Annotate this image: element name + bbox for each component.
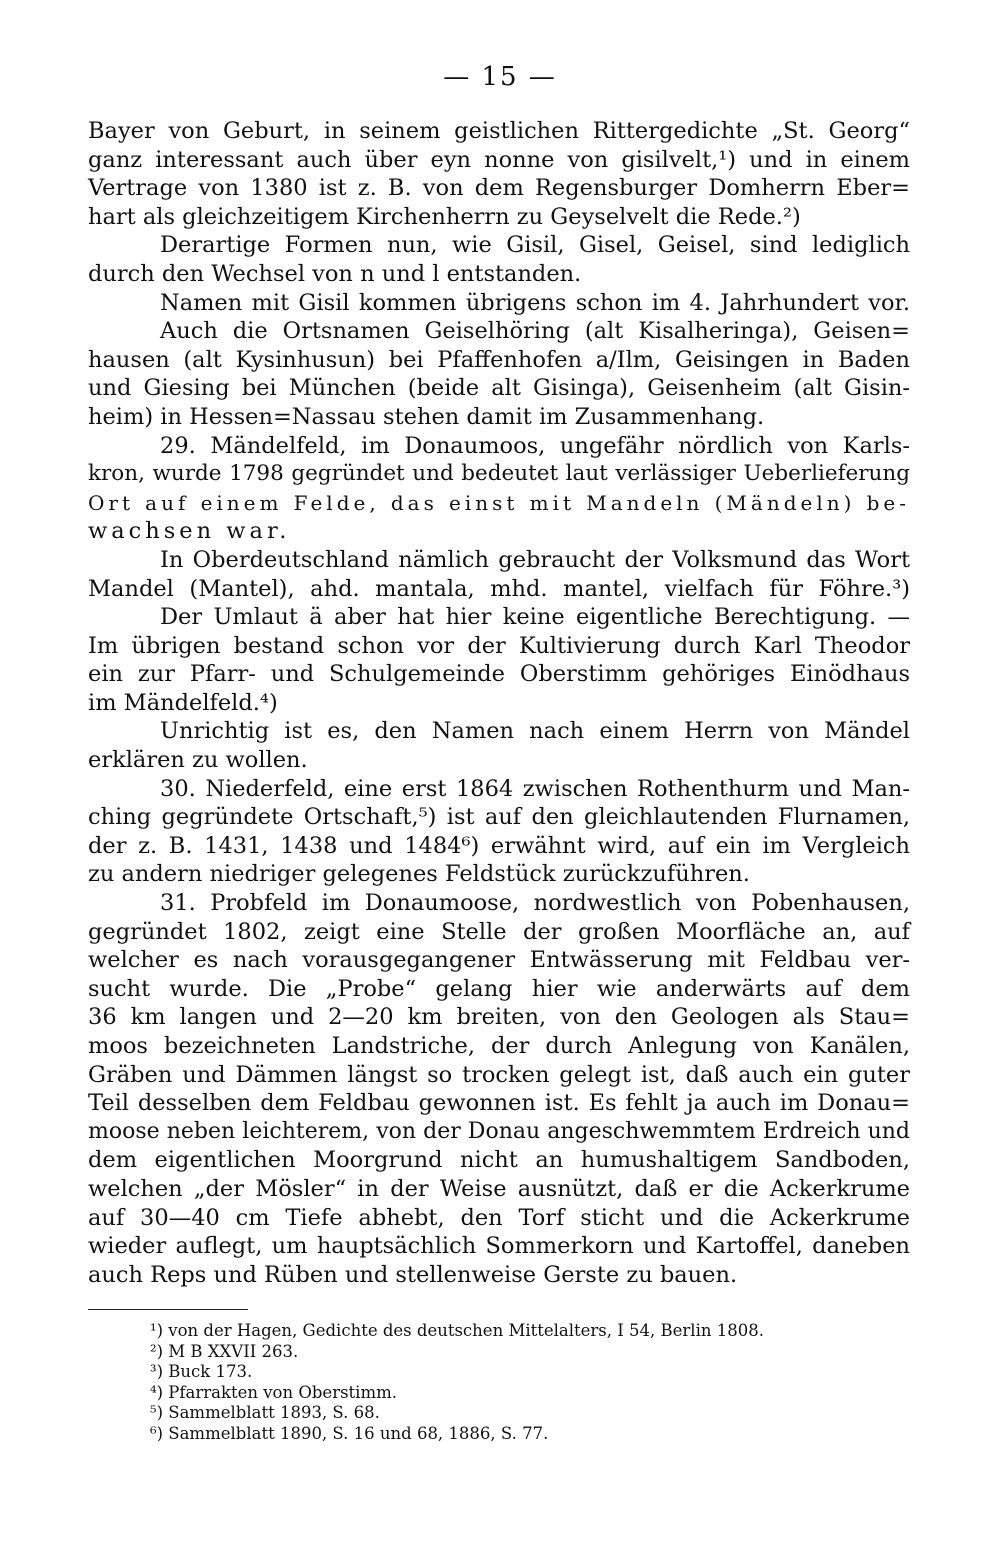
text-line: Mandel (Mantel), ahd. mantala, mhd. mantel, vielfach für Föhre.³) xyxy=(88,575,910,602)
text-line: erklären zu wollen. xyxy=(88,747,308,774)
text-line: Bayer von Geburt, in seinem geistlichen Rittergedichte „St. Georg“ xyxy=(88,118,910,144)
footnote: ⁴) Pfarrakten von Oberstimm. xyxy=(150,1382,398,1402)
text-line: dem eigentlichen Moorgrund nicht an humushaltigem Sandboden, xyxy=(88,1147,910,1174)
text-line: der z. B. 1431, 1438 und 1484⁶) erwähnt wird, auf ein im Vergleich xyxy=(88,832,910,859)
text-line: Vertrage von 1380 ist z. B. von dem Regensburger Domherrn Eber= xyxy=(88,175,910,202)
text-line: Ort auf einem Felde, das einst mit Mandeln (Mändeln) be- xyxy=(88,490,910,515)
page-number: — 15 — xyxy=(443,62,557,92)
footnote: ⁶) Sammelblatt 1890, S. 16 und 68, 1886, S. 77. xyxy=(150,1423,549,1443)
text-line: hausen (alt Kysinhusun) bei Pfaffenhofen a/Ilm, Geisingen in Baden xyxy=(88,346,910,373)
text-line: welchen „der Mösler“ in der Weise ausnützt, daß er die Ackerkrume xyxy=(88,1175,910,1202)
text-line: durch den Wechsel von n und l entstanden. xyxy=(88,260,582,287)
text-line: In Oberdeutschland nämlich gebraucht der Volksmund das Wort xyxy=(160,546,910,573)
text-line: Auch die Ortsnamen Geiselhöring (alt Kisalheringa), Geisen= xyxy=(160,318,910,345)
text-line: heim) in Hessen=Nassau stehen damit im Zusammenhang. xyxy=(88,403,765,430)
text-line: gegründet 1802, zeigt eine Stelle der großen Moorfläche an, auf xyxy=(88,918,910,945)
text-line: wachsen war. xyxy=(88,518,291,545)
footnote: ¹) von der Hagen, Gedichte des deutschen Mittelalters, I 54, Berlin 1808. xyxy=(150,1321,764,1340)
text-line: 30. Niederfeld, eine erst 1864 zwischen Rothenthurm und Man- xyxy=(160,775,910,802)
text-line: und Giesing bei München (beide alt Gisinga), Geisenheim (alt Gisin- xyxy=(88,375,910,402)
text-line: welcher es nach vorausgegangener Entwässerung mit Feldbau ver- xyxy=(88,947,910,974)
text-line: Derartige Formen nun, wie Gisil, Gisel, Geisel, sind lediglich xyxy=(160,232,910,259)
text-line: im Mändelfeld.⁴) xyxy=(88,689,278,716)
text-line: 29. Mändelfeld, im Donaumoos, ungefähr nördlich von Karls- xyxy=(160,432,910,459)
text-line: ching gegründete Ortschaft,⁵) ist auf den gleichlautenden Flurnamen, xyxy=(88,804,910,831)
text-line: auf 30—40 cm Tiefe abhebt, den Torf sticht und die Ackerkrume xyxy=(88,1204,910,1231)
footnote: ³) Buck 173. xyxy=(150,1362,253,1381)
text-line: ganz interessant auch über eyn nonne von gisilvelt,¹) und in einem xyxy=(88,146,910,173)
text-line: 36 km langen und 2—20 km breiten, von den Geologen als Stau= xyxy=(88,1004,910,1031)
text-line: Gräben und Dämmen längst so trocken gelegt ist, daß auch ein guter xyxy=(88,1061,910,1088)
text-line: Teil desselben dem Feldbau gewonnen ist. Es fehlt ja auch im Donau= xyxy=(88,1090,910,1117)
footnote: ²) M B XXVII 263. xyxy=(150,1341,299,1361)
text-line: ein zur Pfarr- und Schulgemeinde Oberstimm gehöriges Einödhaus xyxy=(88,661,910,688)
footnote-divider xyxy=(88,1309,248,1310)
text-line: Unrichtig ist es, den Namen nach einem Herrn von Mändel xyxy=(160,718,910,745)
text-line: Namen mit Gisil kommen übrigens schon im 4. Jahrhundert vor. xyxy=(160,289,910,316)
text-line: Im übrigen bestand schon vor der Kultivierung durch Karl Theodor xyxy=(88,632,910,659)
footnotes xyxy=(150,1321,910,1444)
text-line: 31. Probfeld im Donaumoose, nordwestlich von Pobenhausen, xyxy=(160,890,910,917)
text-line: hart als gleichzeitigem Kirchenherrn zu Geyselvelt die Rede.²) xyxy=(88,203,801,230)
text-line: moos bezeichneten Landstriche, der durch Anlegung von Kanälen, xyxy=(88,1033,910,1059)
body-text xyxy=(88,117,910,1289)
text-line: zu andern niedriger gelegenes Feldstück zurückzuführen. xyxy=(88,861,750,888)
text-line: sucht wurde. Die „Probe“ gelang hier wie anderwärts auf dem xyxy=(88,975,910,1002)
text-line: Der Umlaut ä aber hat hier keine eigentliche Berechtigung. — xyxy=(160,604,910,631)
text-line: wieder auflegt, um hauptsächlich Sommerkorn und Kartoffel, daneben xyxy=(88,1233,910,1260)
text-line: moose neben leichterem, von der Donau angeschwemmtem Erdreich und xyxy=(88,1118,910,1144)
text-line: auch Reps und Rüben und stellenweise Gerste zu bauen. xyxy=(88,1261,738,1288)
text-line: kron, wurde 1798 gegründet und bedeutet laut verlässiger Ueberlieferung xyxy=(88,461,910,487)
footnote: ⁵) Sammelblatt 1893, S. 68. xyxy=(150,1403,380,1422)
